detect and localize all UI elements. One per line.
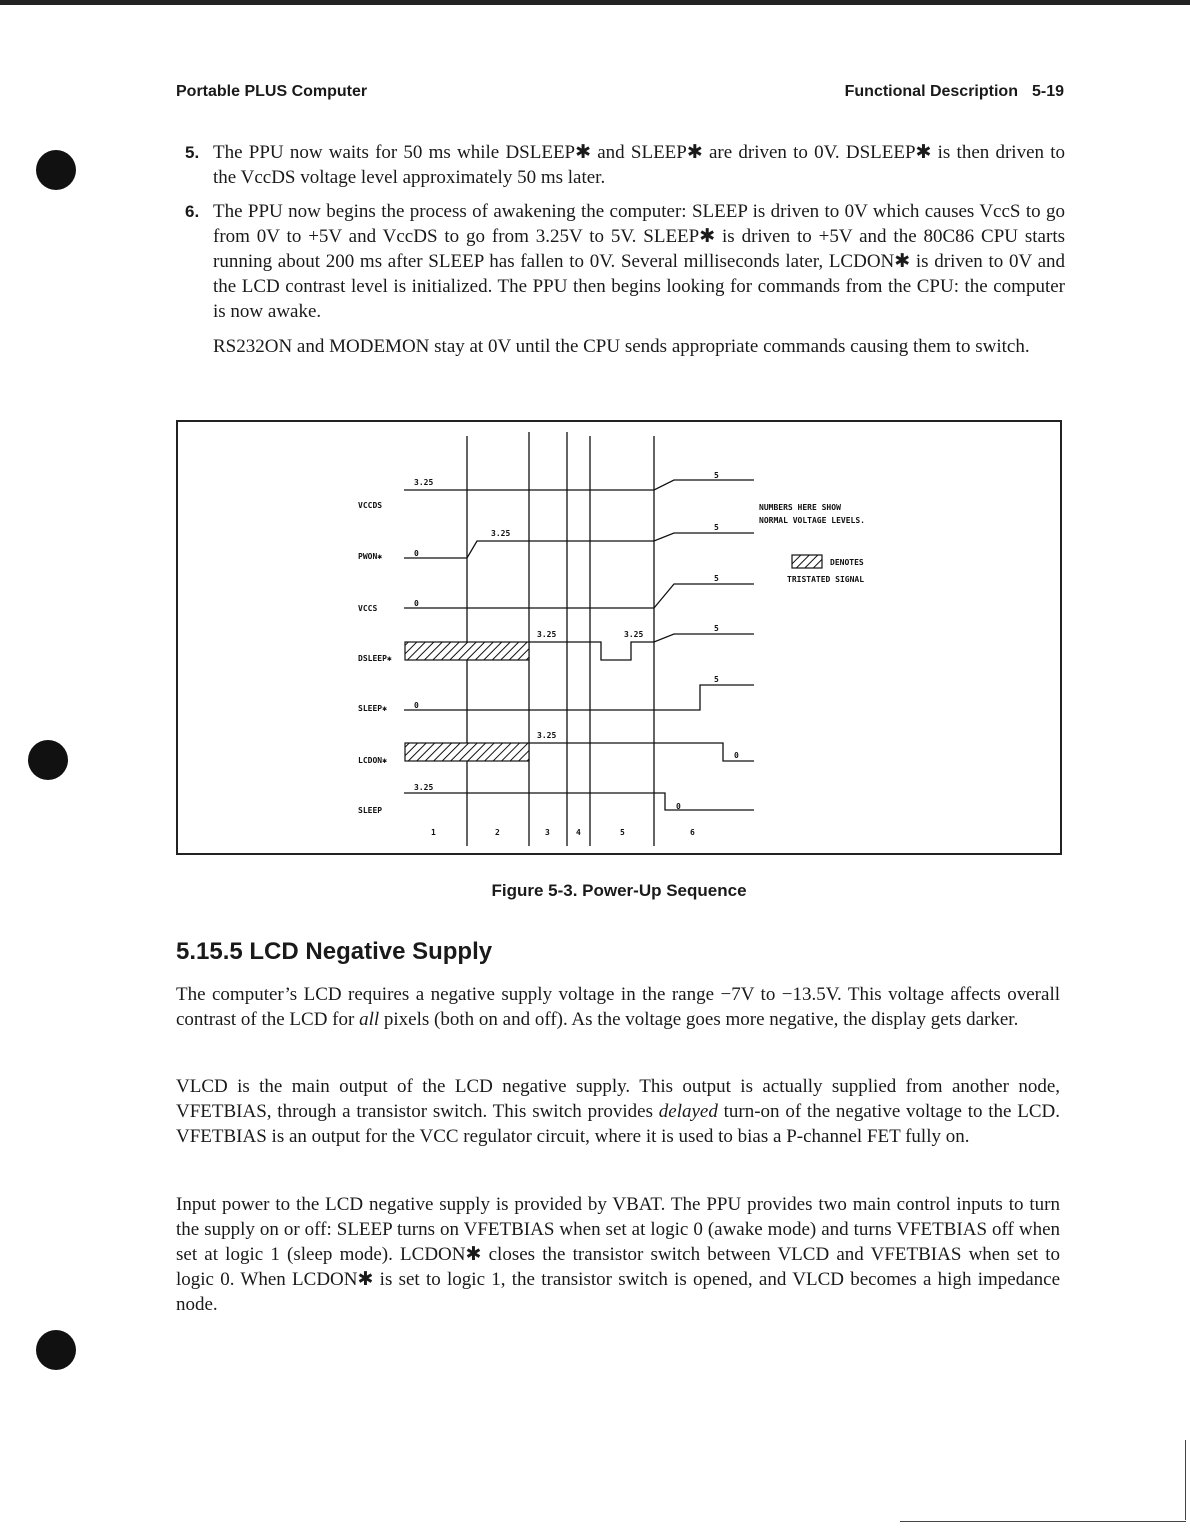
waveform-vccds bbox=[404, 480, 754, 490]
interval-number: 2 bbox=[495, 828, 500, 837]
section-heading: 5.15.5 LCD Negative Supply bbox=[176, 938, 493, 965]
signal-label-vccs: VCCS bbox=[358, 604, 378, 613]
page-edge-line bbox=[1185, 1440, 1186, 1520]
level-label: 0 bbox=[734, 751, 739, 760]
level-label: 5 bbox=[714, 471, 719, 480]
tristate-lcdon bbox=[405, 743, 529, 761]
level-label: 5 bbox=[714, 624, 719, 633]
section-paragraph-3: Input power to the LCD negative supply is provided by VBAT. The PPU provides two main control inputs to turn the supply on or off: SLEEP turns on VFETBIAS when set at logic 0 (awake mode) and turns VFETBIAS off when set at logic 1 (sleep mode). LCDON✱ closes the transistor switch between VLCD and VFETBIAS when set to logic 0. When LCDON✱ is set to logic 1, the transistor switch is opened, and VLCD becomes a high impedance node. bbox=[176, 1194, 1060, 1315]
step-text: The PPU now begins the process of awakening the computer: SLEEP is driven to 0V which causes VccS to go from 0V to +5V and VccDS to go from 3.25V to 5V. SLEEP✱ is driven to +5V and the 80C86 CPU starts running about 200 ms after SLEEP has fallen to 0V. Several milliseconds later, LCDON✱ is driven to 0V and the LCD contrast level is initialized. The PPU then begins looking for commands from the CPU: the computer is now awake. bbox=[213, 201, 1065, 322]
timing-diagram bbox=[178, 422, 1064, 857]
binder-hole-bottom bbox=[36, 1330, 76, 1370]
waveform-lcdon bbox=[529, 743, 754, 761]
interval-number: 6 bbox=[690, 828, 695, 837]
step-number: 5. bbox=[185, 143, 200, 162]
binder-hole-middle bbox=[28, 740, 68, 780]
figure-note: NUMBERS HERE SHOW bbox=[759, 503, 841, 512]
waveform-pwon bbox=[404, 533, 754, 558]
level-label: 0 bbox=[414, 549, 419, 558]
paragraph-text: VLCD is the main output of the LCD negative supply. This output is actually supplied from another node, VFETBIAS, through a transistor switch. This switch provides bbox=[176, 1076, 1060, 1122]
interval-number: 1 bbox=[431, 828, 436, 837]
level-label: 3.25 bbox=[624, 630, 644, 639]
waveform-sleepstar bbox=[404, 685, 754, 710]
section-paragraph-1 bbox=[176, 982, 1060, 1032]
paragraph-text: pixels (both on and off). As the voltage goes more negative, the display gets darker. bbox=[379, 1009, 1019, 1030]
level-label: 5 bbox=[714, 523, 719, 532]
level-label: 0 bbox=[676, 802, 681, 811]
section-paragraph-2 bbox=[176, 1074, 1060, 1149]
section-name: Functional Description bbox=[844, 83, 1018, 100]
signal-label-sleepstar: SLEEP✱ bbox=[358, 704, 387, 713]
level-label: 3.25 bbox=[537, 630, 557, 639]
signal-label-pwon: PWON✱ bbox=[358, 552, 383, 561]
step-note-text: RS232ON and MODEMON stay at 0V until the CPU sends appropriate commands causing them to switch. bbox=[213, 336, 1030, 357]
level-label: 5 bbox=[714, 675, 719, 684]
interval-number: 5 bbox=[620, 828, 625, 837]
step-6-note bbox=[185, 334, 1065, 359]
signal-label-dsleep: DSLEEP✱ bbox=[358, 654, 392, 663]
timing-diagram-figure bbox=[176, 420, 1062, 855]
binder-hole-top bbox=[36, 150, 76, 190]
level-label: 3.25 bbox=[414, 478, 434, 487]
running-header-section bbox=[845, 83, 1064, 105]
step-5 bbox=[185, 140, 1065, 190]
page-edge-line-bottom bbox=[900, 1521, 1186, 1522]
signal-label-lcdon: LCDON✱ bbox=[358, 756, 387, 765]
legend-hatch-swatch bbox=[792, 555, 822, 568]
legend-text: TRISTATED SIGNAL bbox=[787, 575, 865, 584]
page-number: 5-19 bbox=[1031, 83, 1064, 100]
waveform-sleep bbox=[404, 793, 754, 810]
paragraph-text: The computer’s LCD requires a negative supply voltage in the range −7V to −13.5V. This voltage affects overall contrast of the LCD for bbox=[176, 984, 1060, 1030]
legend-text: DENOTES bbox=[830, 558, 864, 567]
figure-note: NORMAL VOLTAGE LEVELS. bbox=[759, 516, 865, 525]
step-number: 6. bbox=[185, 202, 200, 221]
level-label: 5 bbox=[714, 574, 719, 583]
interval-number: 3 bbox=[545, 828, 550, 837]
waveform-vccs bbox=[404, 584, 754, 608]
paragraph-emphasis: delayed bbox=[658, 1101, 718, 1122]
tristate-dsleep bbox=[405, 642, 529, 660]
level-label: 3.25 bbox=[414, 783, 434, 792]
paragraph-emphasis: all bbox=[359, 1009, 380, 1030]
step-text: The PPU now waits for 50 ms while DSLEEP✱ and SLEEP✱ are driven to 0V. DSLEEP✱ is then driven to the VccDS voltage level approximately 50 ms later. bbox=[213, 142, 1065, 188]
signal-label-sleep: SLEEP bbox=[358, 806, 383, 815]
level-label: 3.25 bbox=[537, 731, 557, 740]
running-header-title: Portable PLUS Computer bbox=[176, 83, 368, 100]
page-top-rule bbox=[0, 0, 1190, 5]
step-6 bbox=[185, 199, 1065, 324]
signal-label-vccds: VCCDS bbox=[358, 501, 383, 510]
paragraph-text: turn-on of the negative voltage to the LCD. VFETBIAS is an output for the VCC regulator circuit, where it is used to bias a P-channel FET fully on. bbox=[176, 1101, 1061, 1147]
level-label: 0 bbox=[414, 599, 419, 608]
level-label: 3.25 bbox=[491, 529, 511, 538]
level-label: 0 bbox=[414, 701, 419, 710]
figure-caption: Figure 5-3. Power-Up Sequence bbox=[491, 881, 747, 900]
interval-number: 4 bbox=[576, 828, 581, 837]
